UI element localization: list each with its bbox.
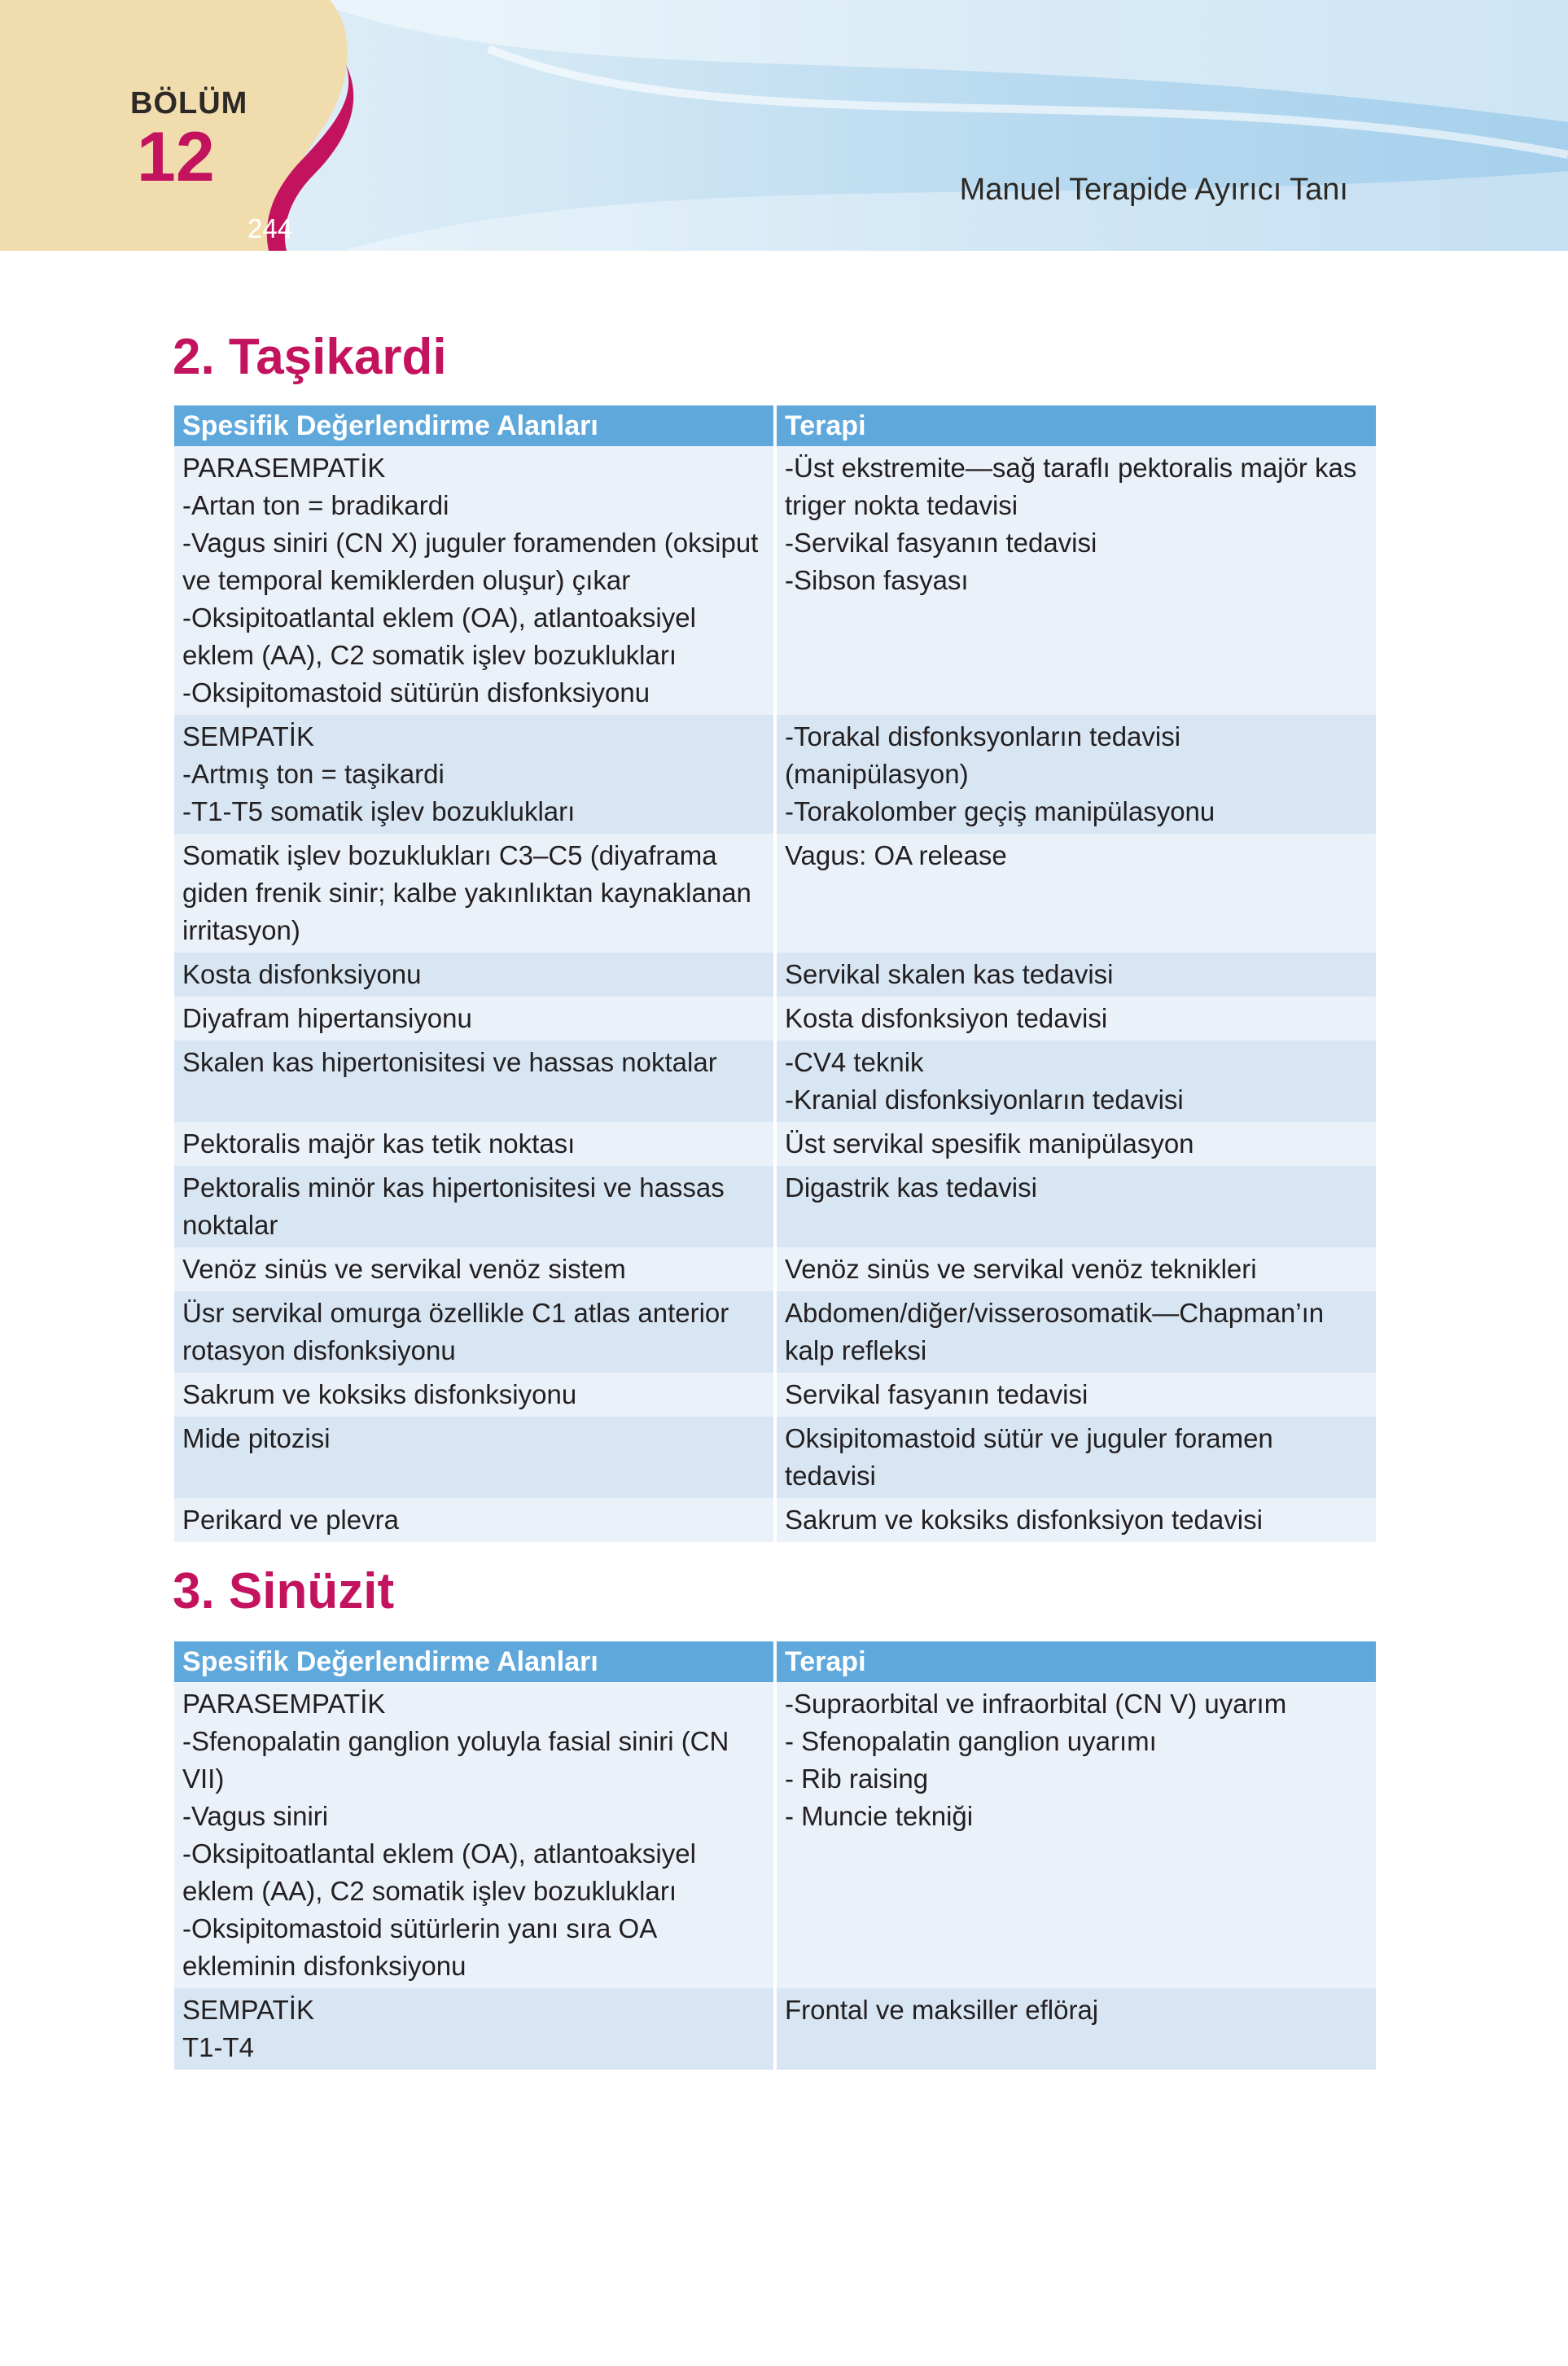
- therapy-cell: Abdomen/diğer/visserosomatik—Chapman’ın kalp refleksi: [775, 1291, 1376, 1373]
- table-header-row: [174, 405, 1376, 446]
- therapy-cell: Servikal skalen kas tedavisi: [775, 953, 1376, 997]
- evaluation-cell: Üsr servikal omurga özellikle C1 atlas anterior rotasyon disfonksiyonu: [174, 1291, 775, 1373]
- table-row: [174, 1122, 1376, 1166]
- book-title: Manuel Terapide Ayırıcı Tanı: [959, 173, 1348, 207]
- therapy-cell: Servikal fasyanın tedavisi: [775, 1373, 1376, 1417]
- table-row: [174, 1498, 1376, 1542]
- table-row: [174, 953, 1376, 997]
- table-row: [174, 1373, 1376, 1417]
- therapy-cell: -Torakal disfonksyonların tedavisi (manipülasyon) -Torakolomber geçiş manipülasyonu: [775, 715, 1376, 834]
- evaluation-cell: SEMPATİK -Artmış ton = taşikardi -T1-T5 somatik işlev bozuklukları: [174, 715, 775, 834]
- table-row: [174, 1041, 1376, 1122]
- chapter-number: 12: [137, 118, 215, 196]
- evaluation-cell: SEMPATİK T1-T4: [174, 1988, 775, 2070]
- evaluation-cell: Skalen kas hipertonisitesi ve hassas noktalar: [174, 1041, 775, 1122]
- evaluation-cell: Venöz sinüs ve servikal venöz sistem: [174, 1247, 775, 1291]
- evaluation-cell: Sakrum ve koksiks disfonksiyonu: [174, 1373, 775, 1417]
- therapy-cell: Oksipitomastoid sütür ve juguler foramen tedavisi: [775, 1417, 1376, 1498]
- section-title-tasikardi: 2. Taşikardi: [173, 329, 447, 385]
- section-title-sinuzit: 3. Sinüzit: [173, 1563, 395, 1619]
- table-header-row: [174, 1641, 1376, 1682]
- evaluation-cell: Diyafram hipertansiyonu: [174, 997, 775, 1041]
- table-row: [174, 715, 1376, 834]
- evaluation-cell: PARASEMPATİK -Artan ton = bradikardi -Vagus siniri (CN X) juguler foramenden (oksiput ve temporal kemiklerden oluşur) çıkar -Oksipitoatlantal eklem (OA), atlantoaksiyel eklem (AA), C2 somatik işlev bozuklukları -Oksipitomastoid sütürün disfonksiyonu: [174, 446, 775, 715]
- page-header: [0, 0, 1568, 251]
- evaluation-cell: Kosta disfonksiyonu: [174, 953, 775, 997]
- evaluation-cell: Pektoralis majör kas tetik noktası: [174, 1122, 775, 1166]
- therapy-cell: Kosta disfonksiyon tedavisi: [775, 997, 1376, 1041]
- table-row: [174, 1417, 1376, 1498]
- therapy-cell: Sakrum ve koksiks disfonksiyon tedavisi: [775, 1498, 1376, 1542]
- table-row: [174, 997, 1376, 1041]
- table-row: [174, 1988, 1376, 2070]
- evaluation-cell: Somatik işlev bozuklukları C3–C5 (diyaframa giden frenik sinir; kalbe yakınlıktan kaynaklanan irritasyon): [174, 834, 775, 953]
- table-row: [174, 1166, 1376, 1247]
- table-row: [174, 1682, 1376, 1988]
- therapy-cell: -CV4 teknik -Kranial disfonksiyonların tedavisi: [775, 1041, 1376, 1122]
- evaluation-cell: PARASEMPATİK -Sfenopalatin ganglion yoluyla fasial siniri (CN VII) -Vagus siniri -Oksipitoatlantal eklem (OA), atlantoaksiyel eklem (AA), C2 somatik işlev bozuklukları -Oksipitomastoid sütürlerin yanı sıra OA ekleminin disfonksiyonu: [174, 1682, 775, 1988]
- table-row: [174, 446, 1376, 715]
- column-header-therapy: Terapi: [775, 1641, 1376, 1682]
- therapy-cell: -Üst ekstremite—sağ taraflı pektoralis majör kas triger nokta tedavisi -Servikal fasyanın tedavisi -Sibson fasyası: [775, 446, 1376, 715]
- evaluation-cell: Mide pitozisi: [174, 1417, 775, 1498]
- evaluation-cell: Pektoralis minör kas hipertonisitesi ve hassas noktalar: [174, 1166, 775, 1247]
- therapy-cell: -Supraorbital ve infraorbital (CN V) uyarım - Sfenopalatin ganglion uyarımı - Rib raising - Muncie tekniği: [775, 1682, 1376, 1988]
- therapy-cell: Frontal ve maksiller eflöraj: [775, 1988, 1376, 2070]
- therapy-cell: Venöz sinüs ve servikal venöz teknikleri: [775, 1247, 1376, 1291]
- table-row: [174, 1291, 1376, 1373]
- column-header-therapy: Terapi: [775, 405, 1376, 446]
- column-header-evaluation: Spesifik Değerlendirme Alanları: [174, 1641, 775, 1682]
- table-row: [174, 1247, 1376, 1291]
- tasikardi-table: [174, 405, 1376, 1542]
- therapy-cell: Vagus: OA release: [775, 834, 1376, 953]
- chapter-label: BÖLÜM: [130, 86, 248, 120]
- therapy-cell: Digastrik kas tedavisi: [775, 1166, 1376, 1247]
- page-number: 244: [247, 213, 293, 243]
- column-header-evaluation: Spesifik Değerlendirme Alanları: [174, 405, 775, 446]
- evaluation-cell: Perikard ve plevra: [174, 1498, 775, 1542]
- table-row: [174, 834, 1376, 953]
- therapy-cell: Üst servikal spesifik manipülasyon: [775, 1122, 1376, 1166]
- sinuzit-table: [174, 1641, 1376, 2070]
